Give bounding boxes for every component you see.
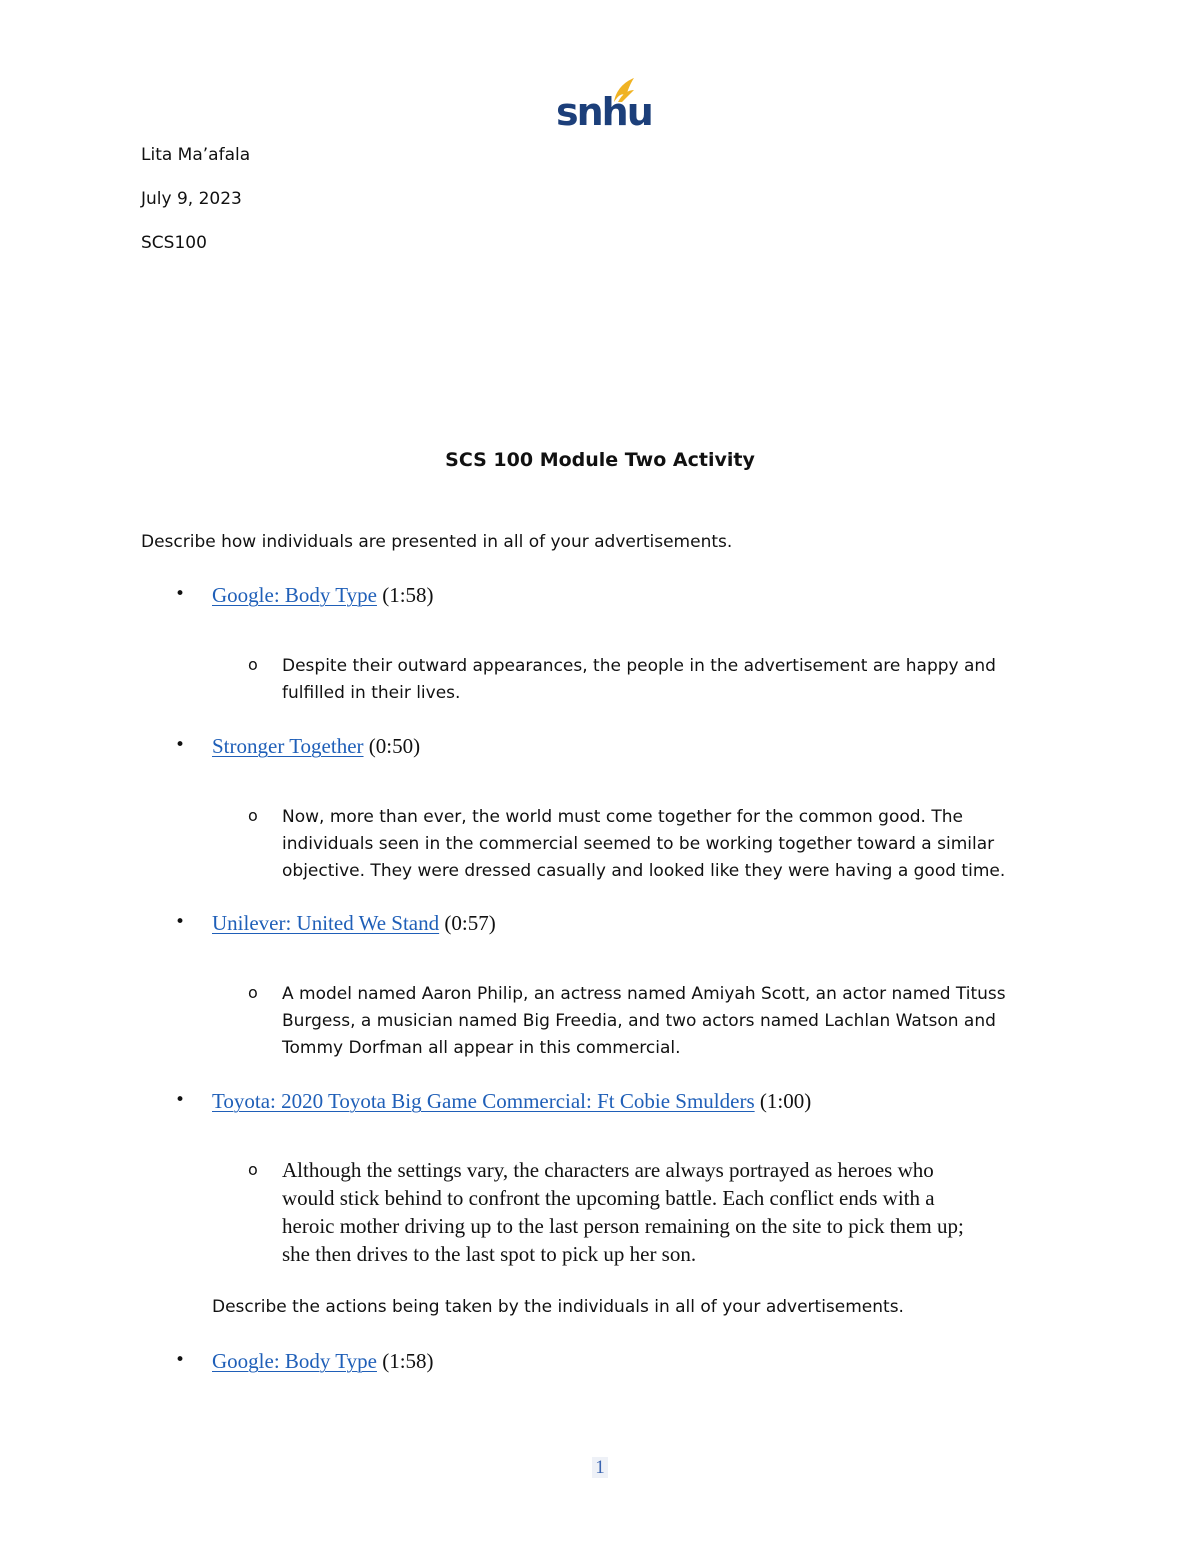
- list-item-description: A model named Aaron Philip, an actress named Amiyah Scott, an actor named Tituss Burgess, a musician named Big Freedia, and two actors named Lachlan Watson and Tommy Dorfman all appear in this commercial.: [282, 984, 1006, 1058]
- page-number-label: 1: [592, 1457, 608, 1478]
- list-item: [212, 583, 434, 608]
- link-toyota-big-game-commercial[interactable]: Toyota: 2020 Toyota Big Game Commercial: Ft Cobie Smulders: [212, 1089, 755, 1113]
- sub-bullet-icon: o: [248, 983, 258, 1002]
- document-date: July 9, 2023: [141, 189, 242, 209]
- list-item-description: Now, more than ever, the world must come together for the common good. The individuals seen in the commercial seemed to be working together toward a similar objective. They were dressed casually and looked like they were having a good time.: [282, 807, 1006, 881]
- list-item-description: Although the settings vary, the characters are always portrayed as heroes who would stick behind to confront the upcoming battle. Each conflict ends with a heroic mother driving up to the last person remaining on the site to pick them up; she then drives to the last spot to pick up her son.: [282, 1158, 964, 1266]
- bullet-icon: •: [175, 912, 186, 932]
- sub-bullet-icon: o: [248, 806, 258, 825]
- duration-label: (0:50): [363, 734, 421, 758]
- sub-bullet-icon: o: [248, 655, 258, 674]
- duration-label: (1:58): [376, 1349, 434, 1373]
- link-google-body-type[interactable]: Google: Body Type: [212, 583, 377, 607]
- question-1: Describe how individuals are presented in all of your advertisements.: [141, 532, 733, 552]
- course-code: SCS100: [141, 233, 207, 253]
- duration-label: (1:58): [376, 583, 434, 607]
- list-item: [212, 1089, 811, 1114]
- duration-label: (1:00): [754, 1089, 812, 1113]
- bullet-icon: •: [175, 1090, 186, 1110]
- duration-label: (0:57): [439, 911, 496, 935]
- list-item: [212, 911, 496, 936]
- bullet-icon: •: [175, 584, 186, 604]
- bullet-icon: •: [175, 735, 186, 755]
- snhu-logo-text: snhu: [556, 90, 652, 134]
- list-item: [212, 734, 420, 759]
- list-item: [212, 1349, 434, 1374]
- question-2: Describe the actions being taken by the individuals in all of your advertisements.: [212, 1297, 904, 1317]
- page-number: [0, 1457, 1200, 1479]
- link-stronger-together[interactable]: Stronger Together: [212, 734, 364, 758]
- page-title: SCS 100 Module Two Activity: [445, 449, 755, 471]
- sub-bullet-icon: o: [248, 1160, 258, 1179]
- list-item-description: Despite their outward appearances, the people in the advertisement are happy and fulfilled in their lives.: [282, 656, 996, 703]
- link-google-body-type-2[interactable]: Google: Body Type: [212, 1349, 377, 1373]
- snhu-logo: [556, 72, 652, 134]
- author-name: Lita Ma’afala: [141, 145, 251, 165]
- bullet-icon: •: [175, 1350, 186, 1370]
- link-unilever-united-we-stand[interactable]: Unilever: United We Stand: [212, 911, 440, 935]
